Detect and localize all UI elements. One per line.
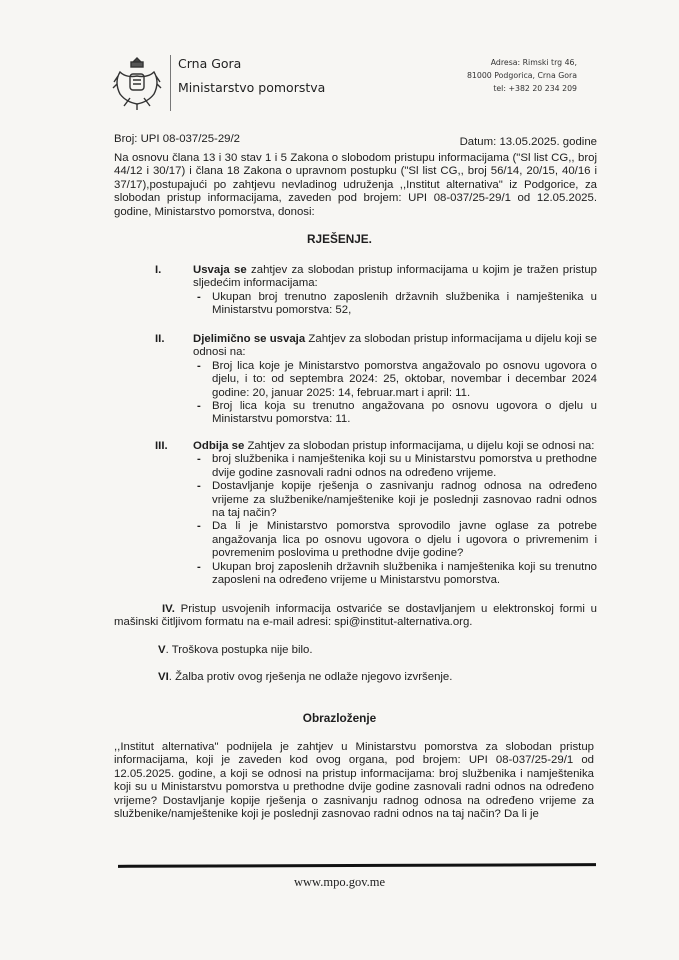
list-item: - Broj lica koje je Ministarstvo pomorstva angažovalo po osnovu ugovora o djelu, i to: od septembra 2024: 25, oktobar, novembar i decembar 2024 godine: 20, januar 2025: 14, februar.mart i april: 11. [193, 360, 597, 400]
section-lead-text: Zahtjev za slobodan pristup informacijama, u dijelu koji se odnosi na: [244, 440, 595, 452]
section-numeral: I. [155, 264, 162, 276]
footer-website: www.mpo.gov.me [293, 875, 386, 889]
list-item: - broj službenika i namještenika koji su u Ministarstvu pomorstva u prethodne dvije godine zasnovali radni odnos na određeno vrijeme. [193, 453, 597, 480]
clause-iv [114, 603, 597, 630]
document-date: Datum: 13.05.2025. godine [459, 136, 597, 148]
country-name: Crna Gora [178, 56, 242, 71]
clause-numeral: VI [158, 671, 169, 683]
document-number: Broj: UPI 08-037/25-29/2 [114, 133, 241, 145]
list-item: - Ukupan broj zaposlenih državnih službenika i namještenika koji su trenutno zaposleni na određeno vrijeme u Ministarstvu pomorstva. [193, 561, 597, 588]
ministry-name: Ministarstvo pomorstva [178, 80, 326, 95]
ministry-address [467, 56, 577, 95]
clause-text: Pristup usvojenih informacija ostvariće se dostavljanjem u elektronskoj formi u mašinski čitljivom formatu na e-mail adresi: spi@institut-alternativa.org. [114, 603, 597, 629]
clause-v [158, 644, 313, 657]
section-numeral: III. [155, 440, 168, 452]
clause-vi [158, 671, 452, 684]
header-divider [170, 55, 171, 111]
decision-title: RJEŠENJE. [307, 232, 372, 246]
section-ii [193, 333, 597, 427]
section-lead-text: Zahtjev za slobodan pristup informacijama u dijelu koji se odnosi na: [193, 333, 597, 359]
reasoning-title: Obrazloženje [302, 711, 377, 725]
section-lead-text: zahtjev za slobodan pristup informacijama u kojim je tražen pristup sljedećim informacijama: [193, 264, 597, 290]
address-line: tel: +382 20 234 209 [493, 84, 577, 93]
section-iii [193, 440, 597, 587]
coat-of-arms-icon [112, 54, 162, 112]
section-lead: Usvaja se [193, 264, 247, 276]
section-lead: Odbija se [193, 440, 245, 452]
list-item: - Dostavljanje kopije rješenja o zasnivanju radnog odnosa na određeno vrijeme za službenike/namještenike koji je poslednji zasnovao radni odnos na taj način? [193, 480, 597, 520]
footer-rule [118, 863, 596, 868]
address-line: 81000 Podgorica, Crna Gora [466, 71, 577, 80]
reasoning-paragraph: ,,Institut alternativa" podnijela je zahtjev u Ministarstvu pomorstva za slobodan pristup informacijama, koji je zaveden kod ovog organa, pod brojem: UPI 08-037/25-29/1 od 12.05.2025. godine, a koji se odnosi na pristup informacijama: broj službenika i namještenika koji su u Ministarstvu pomorstva u prethodne dvije godine zasnovali radni odnos na određeno vrijeme? Dostavljanje kopije rješenja o zasnivanju radnog odnosa na određeno vrijeme za službenike/namještenike koji je poslednji zasnovao radni odnos na taj način? Da li je [114, 741, 594, 821]
section-numeral: II. [155, 333, 165, 345]
section-lead: Djelimično se usvaja [193, 333, 306, 345]
list-item: - Da li je Ministarstvo pomorstva sprovodilo javne oglase za potrebe angažovanja lica po osnovu ugovora o djelu i ugovora o privremenim i povremenim poslovima u prethodne dvije godine? [193, 520, 597, 560]
clause-numeral: V [158, 644, 166, 656]
section-i [193, 264, 597, 318]
list-item: - Broj lica koja su trenutno angažovana po osnovu ugovora o djelu u Ministarstvu pomorstva: 11. [193, 400, 597, 427]
clause-text: . Troškova postupka nije bilo. [165, 644, 313, 656]
list-item: - Ukupan broj trenutno zaposlenih državnih službenika i namještenika u Ministarstvu pomorstva: 52, [193, 291, 597, 318]
intro-paragraph: Na osnovu člana 13 i 30 stav 1 i 5 Zakona o slobodom pristupu informacijama ("Sl list CG,, broj 44/12 i 30/17) i člana 18 Zakona o upravnom postupku ("Sl list CG,, broj 56/14, 20/15, 40/16 i 37/17),postupajući po zahtjevu nevladinog udruženja ,,Institut alternativa" iz Podgorice, za slobodan pristup informacijama, zaveden pod brojem: UPI 08-037/25-29/1 od 12.05.2025. godine, Ministarstvo pomorstva, donosi: [114, 152, 597, 218]
address-line: Adresa: Rimski trg 46, [490, 58, 577, 67]
clause-numeral: IV. [162, 603, 175, 615]
clause-text: . Žalba protiv ovog rješenja ne odlaže njegovo izvršenje. [168, 671, 453, 683]
